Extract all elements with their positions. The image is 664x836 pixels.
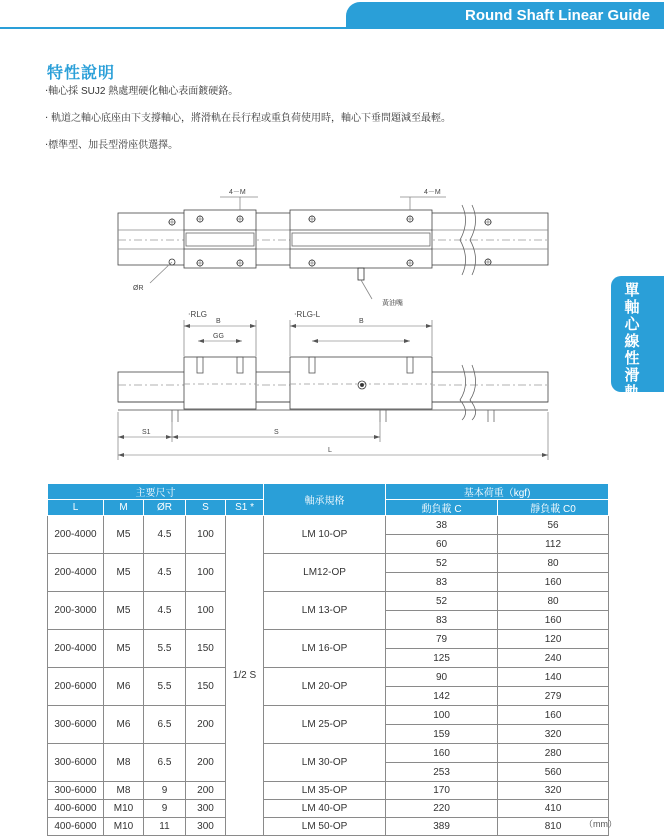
feature-item: ‧標準型、加長型滑座供選擇。 xyxy=(45,140,179,151)
cell-static: 80 xyxy=(498,554,609,573)
cell-m: M5 xyxy=(104,630,144,668)
cell-bearing: LM12-OP xyxy=(264,554,386,592)
cell-l: 200-6000 xyxy=(48,668,104,706)
spec-table xyxy=(47,483,609,836)
cell-l: 300-6000 xyxy=(48,782,104,800)
cell-dynamic: 90 xyxy=(386,668,498,687)
cell-s: 200 xyxy=(186,706,226,744)
label-phi-r: ØR xyxy=(133,285,144,292)
cell-dynamic: 52 xyxy=(386,554,498,573)
cell-s: 300 xyxy=(186,800,226,818)
cell-static: 280 xyxy=(498,744,609,763)
cell-dynamic: 170 xyxy=(386,782,498,800)
cell-r: 5.5 xyxy=(144,668,186,706)
cell-r: 11 xyxy=(144,818,186,836)
cell-dynamic: 253 xyxy=(386,763,498,782)
cell-static: 560 xyxy=(498,763,609,782)
cell-r: 4.5 xyxy=(144,554,186,592)
header-bearing: 軸承規格 xyxy=(264,484,386,516)
cell-static: 120 xyxy=(498,630,609,649)
cell-dynamic: 83 xyxy=(386,611,498,630)
cell-l: 200-4000 xyxy=(48,516,104,554)
cell-static: 56 xyxy=(498,516,609,535)
cell-bearing: LM 10-OP xyxy=(264,516,386,554)
cell-bearing: LM 35-OP xyxy=(264,782,386,800)
side-tab-label: 單軸心線性滑軌 xyxy=(624,282,640,401)
page-header-title: Round Shaft Linear Guide xyxy=(464,7,650,24)
feature-item: ‧軸心採 SUJ2 熱處理硬化軸心表面鍍硬鉻。 xyxy=(45,86,239,97)
cell-m: M10 xyxy=(104,818,144,836)
table-row xyxy=(48,782,609,800)
cell-static: 320 xyxy=(498,782,609,800)
cell-bearing: LM 16-OP xyxy=(264,630,386,668)
cell-r: 4.5 xyxy=(144,516,186,554)
cell-r: 9 xyxy=(144,782,186,800)
cell-static: 160 xyxy=(498,706,609,725)
label-grease-nipple: 黃油嘴 xyxy=(382,300,403,307)
cell-dynamic: 60 xyxy=(386,535,498,554)
cell-m: M5 xyxy=(104,516,144,554)
cell-bearing: LM 20-OP xyxy=(264,668,386,706)
unit-label: （mm） xyxy=(584,819,617,829)
header-main-dimensions: 主要尺寸 xyxy=(48,484,264,500)
cell-l: 200-4000 xyxy=(48,630,104,668)
table-row xyxy=(48,668,609,687)
cell-s: 200 xyxy=(186,782,226,800)
feature-item: ‧ 軌道之軸心底座由下支撐軸心，將滑軌在長行程或重負荷使用時，軸心下垂問題減至最輕。 xyxy=(45,113,451,124)
carriage-top-view xyxy=(184,210,256,268)
carriage-side-view xyxy=(184,357,256,409)
cell-s: 200 xyxy=(186,744,226,782)
cell-static: 410 xyxy=(498,800,609,818)
cell-dynamic: 38 xyxy=(386,516,498,535)
header-m: M xyxy=(104,500,144,516)
cell-r: 5.5 xyxy=(144,630,186,668)
cell-dynamic: 220 xyxy=(386,800,498,818)
technical-drawing xyxy=(0,180,600,465)
cell-l: 200-3000 xyxy=(48,592,104,630)
cell-static: 160 xyxy=(498,611,609,630)
cell-s: 100 xyxy=(186,592,226,630)
label-b-right: B xyxy=(359,318,364,325)
cell-dynamic: 83 xyxy=(386,573,498,592)
cell-m: M8 xyxy=(104,744,144,782)
cell-m: M5 xyxy=(104,554,144,592)
cell-static: 160 xyxy=(498,573,609,592)
cell-r: 4.5 xyxy=(144,592,186,630)
table-row xyxy=(48,516,609,535)
cell-s: 150 xyxy=(186,630,226,668)
cell-dynamic: 159 xyxy=(386,725,498,744)
cell-l: 400-6000 xyxy=(48,818,104,836)
cell-m: M5 xyxy=(104,592,144,630)
label-gg: GG xyxy=(213,333,224,340)
cell-dynamic: 125 xyxy=(386,649,498,668)
header-basic-load: 基本荷重（kgf) xyxy=(386,484,609,500)
cell-bearing: LM 13-OP xyxy=(264,592,386,630)
cell-static: 80 xyxy=(498,592,609,611)
label-4m-left: 4－M xyxy=(229,189,246,196)
cell-bearing: LM 25-OP xyxy=(264,706,386,744)
cell-s: 100 xyxy=(186,554,226,592)
header-static-load: 靜負載 C0 xyxy=(498,500,609,516)
cell-r: 6.5 xyxy=(144,706,186,744)
cell-bearing: LM 40-OP xyxy=(264,800,386,818)
table-row xyxy=(48,706,609,725)
cell-static: 810 xyxy=(498,818,609,836)
cell-dynamic: 160 xyxy=(386,744,498,763)
label-b-left: B xyxy=(216,318,221,325)
cell-static: 320 xyxy=(498,725,609,744)
cell-static: 240 xyxy=(498,649,609,668)
feature-list xyxy=(45,86,451,167)
header-l: L xyxy=(48,500,104,516)
cell-static: 112 xyxy=(498,535,609,554)
cell-bearing: LM 30-OP xyxy=(264,744,386,782)
section-title: 特性說明 xyxy=(47,65,116,82)
cell-m: M8 xyxy=(104,782,144,800)
cell-l: 300-6000 xyxy=(48,706,104,744)
long-carriage-top-view xyxy=(290,210,432,268)
table-row xyxy=(48,592,609,611)
cell-dynamic: 389 xyxy=(386,818,498,836)
cell-s: 300 xyxy=(186,818,226,836)
cell-dynamic: 79 xyxy=(386,630,498,649)
label-4m-right: 4－M xyxy=(424,189,441,196)
table-row xyxy=(48,554,609,573)
cell-s1: 1/2 S xyxy=(226,516,264,836)
header-r: ØR xyxy=(144,500,186,516)
cell-bearing: LM 50-OP xyxy=(264,818,386,836)
header-rule xyxy=(0,27,352,29)
header-s1: S1 * xyxy=(226,500,264,516)
long-carriage-side-view xyxy=(290,357,432,409)
table-row xyxy=(48,800,609,818)
label-s1: S1 xyxy=(142,429,151,436)
cell-dynamic: 52 xyxy=(386,592,498,611)
cell-r: 6.5 xyxy=(144,744,186,782)
label-rlg-l: ‧RLG-L xyxy=(294,310,321,319)
table-row xyxy=(48,630,609,649)
cell-dynamic: 142 xyxy=(386,687,498,706)
table-row xyxy=(48,818,609,836)
label-rlg: ‧RLG xyxy=(188,310,207,319)
label-s: S xyxy=(274,429,279,436)
cell-dynamic: 100 xyxy=(386,706,498,725)
label-l: L xyxy=(328,447,332,454)
header-dynamic-load: 動負載 C xyxy=(386,500,498,516)
cell-l: 400-6000 xyxy=(48,800,104,818)
table-row xyxy=(48,744,609,763)
cell-s: 150 xyxy=(186,668,226,706)
cell-s: 100 xyxy=(186,516,226,554)
cell-l: 300-6000 xyxy=(48,744,104,782)
cell-m: M10 xyxy=(104,800,144,818)
cell-r: 9 xyxy=(144,800,186,818)
cell-l: 200-4000 xyxy=(48,554,104,592)
cell-m: M6 xyxy=(104,706,144,744)
header-s: S xyxy=(186,500,226,516)
cell-static: 140 xyxy=(498,668,609,687)
cell-m: M6 xyxy=(104,668,144,706)
cell-static: 279 xyxy=(498,687,609,706)
